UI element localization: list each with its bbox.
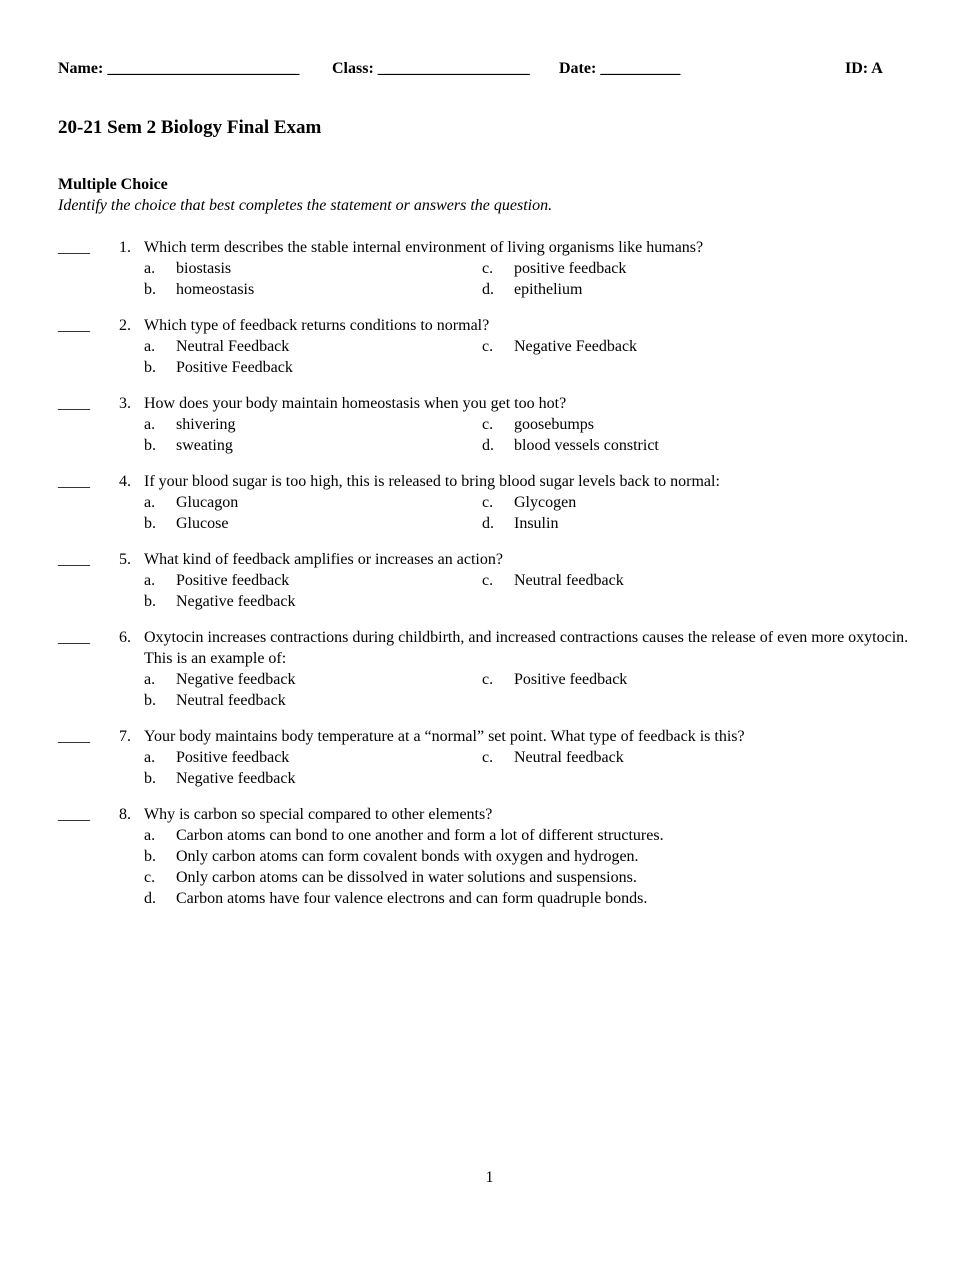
option-text: Positive feedback — [176, 572, 290, 589]
question-number: 7. — [119, 728, 131, 745]
answer-blank[interactable]: ____ — [58, 473, 90, 490]
question-text: Your body maintains body temperature at a “normal” set point. What type of feedback is this? — [144, 728, 745, 745]
option-letter: a. — [144, 827, 156, 844]
option-text: Negative feedback — [176, 593, 296, 610]
answer-blank[interactable]: ____ — [58, 806, 90, 823]
option-letter: c. — [482, 416, 494, 433]
option-text: Negative feedback — [176, 671, 296, 688]
option-text: Positive Feedback — [176, 359, 293, 376]
option-text: Insulin — [514, 515, 559, 532]
answer-blank[interactable]: ____ — [58, 317, 90, 334]
option-text: blood vessels constrict — [514, 437, 659, 454]
option-text: Positive feedback — [514, 671, 628, 688]
question-text: Which type of feedback returns conditions to normal? — [144, 317, 490, 334]
question-text: Why is carbon so special compared to other elements? — [144, 806, 493, 823]
option-text: Neutral feedback — [176, 692, 286, 709]
option-text: Carbon atoms have four valence electrons and can form quadruple bonds. — [176, 890, 648, 907]
question-number: 6. — [119, 629, 131, 646]
option-letter: d. — [482, 437, 494, 454]
option-text: sweating — [176, 437, 233, 454]
option-letter: b. — [144, 692, 156, 709]
page-title: 20-21 Sem 2 Biology Final Exam — [58, 117, 322, 138]
section-heading: Multiple Choice — [58, 176, 168, 193]
option-text: positive feedback — [514, 260, 627, 277]
question-number: 8. — [119, 806, 131, 823]
option-letter: b. — [144, 848, 156, 865]
option-letter: d. — [482, 281, 494, 298]
option-text: Neutral Feedback — [176, 338, 290, 355]
question-text: Oxytocin increases contractions during childbirth, and increased contractions causes the release of even more oxytocin. This is an example of: — [144, 629, 909, 667]
question-text: If your blood sugar is too high, this is released to bring blood sugar levels back to normal: — [144, 473, 720, 490]
option-letter: b. — [144, 437, 156, 454]
option-text: Glycogen — [514, 494, 577, 511]
option-letter: a. — [144, 260, 156, 277]
option-letter: b. — [144, 281, 156, 298]
option-text: Negative Feedback — [514, 338, 638, 355]
answer-blank[interactable]: ____ — [58, 728, 90, 745]
option-text: Carbon atoms can bond to one another and form a lot of different structures. — [176, 827, 664, 844]
page-number: 1 — [485, 1169, 494, 1186]
option-letter: b. — [144, 770, 156, 787]
option-letter: a. — [144, 494, 156, 511]
question-number: 3. — [119, 395, 131, 412]
option-text: homeostasis — [176, 281, 255, 298]
option-letter: a. — [144, 338, 156, 355]
question-number: 1. — [119, 239, 131, 256]
option-text: Negative feedback — [176, 770, 296, 787]
option-letter: c. — [482, 338, 494, 355]
option-text: Glucagon — [176, 494, 239, 511]
option-text: biostasis — [176, 260, 232, 277]
exam-id: ID: A — [845, 60, 883, 77]
section-instructions: Identify the choice that best completes the statement or answers the question. — [58, 197, 553, 214]
answer-blank[interactable]: ____ — [58, 395, 90, 412]
option-letter: b. — [144, 359, 156, 376]
option-letter: c. — [482, 494, 494, 511]
question-text: What kind of feedback amplifies or increases an action? — [144, 551, 503, 568]
option-letter: c. — [482, 572, 494, 589]
answer-blank[interactable]: ____ — [58, 239, 90, 256]
answer-blank[interactable]: ____ — [58, 629, 90, 646]
option-text: Positive feedback — [176, 749, 290, 766]
option-text: Neutral feedback — [514, 572, 624, 589]
date-field-label: Date: __________ — [559, 60, 681, 77]
question-text: How does your body maintain homeostasis when you get too hot? — [144, 395, 567, 412]
option-letter: b. — [144, 593, 156, 610]
option-text: Neutral feedback — [514, 749, 624, 766]
option-text: Only carbon atoms can be dissolved in water solutions and suspensions. — [176, 869, 637, 886]
option-text: Glucose — [176, 515, 229, 532]
option-letter: a. — [144, 671, 156, 688]
option-text: Only carbon atoms can form covalent bonds with oxygen and hydrogen. — [176, 848, 639, 865]
option-letter: c. — [482, 671, 494, 688]
option-letter: a. — [144, 749, 156, 766]
question-text: Which term describes the stable internal environment of living organisms like humans? — [144, 239, 704, 256]
question-number: 2. — [119, 317, 131, 334]
option-letter: b. — [144, 515, 156, 532]
answer-blank[interactable]: ____ — [58, 551, 90, 568]
option-text: shivering — [176, 416, 236, 433]
question-number: 5. — [119, 551, 131, 568]
option-text: goosebumps — [514, 416, 594, 433]
option-letter: c. — [482, 749, 494, 766]
option-letter: d. — [144, 890, 156, 907]
question-number: 4. — [119, 473, 131, 490]
class-field-label: Class: ___________________ — [332, 60, 530, 77]
option-letter: c. — [482, 260, 494, 277]
option-letter: d. — [482, 515, 494, 532]
option-text: epithelium — [514, 281, 583, 298]
option-letter: a. — [144, 416, 156, 433]
option-letter: c. — [144, 869, 156, 886]
name-field-label: Name: ________________________ — [58, 60, 300, 77]
option-letter: a. — [144, 572, 156, 589]
